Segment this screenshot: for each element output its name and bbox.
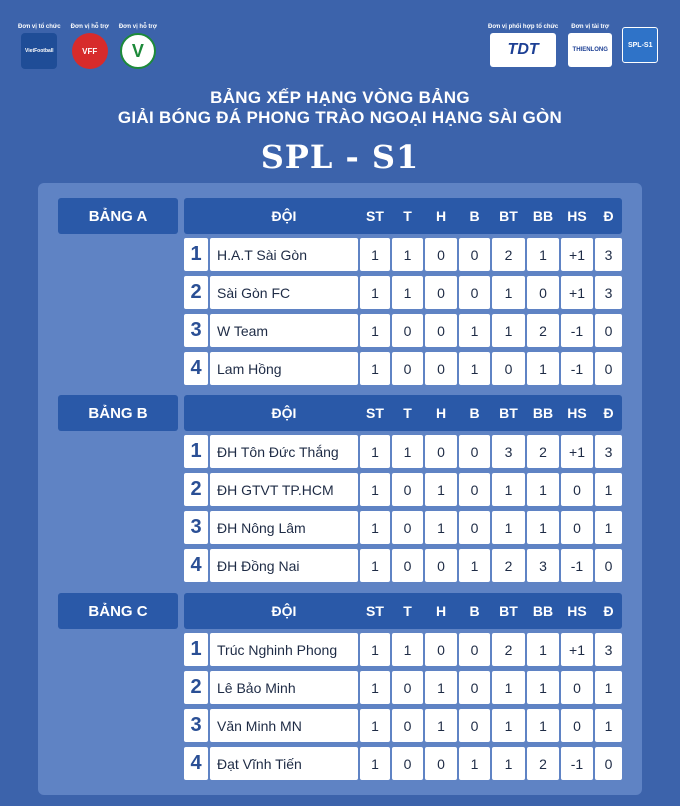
b-cell: 0 (459, 511, 490, 544)
page-title-main: SPL - S1 (260, 138, 420, 176)
table-row (184, 473, 622, 506)
bt-cell: 1 (492, 511, 525, 544)
hs-cell: 0 (561, 473, 593, 506)
t-cell: 0 (392, 352, 423, 385)
bt-cell: 1 (492, 314, 525, 347)
d-cell: 1 (595, 511, 622, 544)
b-cell: 1 (459, 549, 490, 582)
sponsor-caption: Đơn vị tổ chức (18, 24, 61, 30)
d-cell: 3 (595, 633, 622, 666)
header-st: ST (366, 208, 384, 224)
rank-cell: 2 (184, 276, 208, 309)
d-cell: 0 (595, 549, 622, 582)
table-header (184, 593, 622, 629)
t-cell: 1 (392, 276, 423, 309)
thienlong-logo-icon: THIENLONG (568, 33, 612, 67)
h-cell: 1 (425, 709, 457, 742)
bb-cell: 1 (527, 352, 559, 385)
team-name-cell: ĐH Đồng Nai (210, 549, 358, 582)
team-name-cell: ĐH Tôn Đức Thắng (210, 435, 358, 468)
group-label: BẢNG C (58, 593, 178, 629)
team-name-cell: H.A.T Sài Gòn (210, 238, 358, 271)
st-cell: 1 (360, 709, 390, 742)
bb-cell: 1 (527, 633, 559, 666)
h-cell: 1 (425, 473, 457, 506)
b-cell: 1 (459, 314, 490, 347)
table-row (184, 549, 622, 582)
h-cell: 0 (425, 238, 457, 271)
header-h: H (435, 405, 447, 421)
rank-cell: 1 (184, 435, 208, 468)
st-cell: 1 (360, 747, 390, 780)
sponsor-support-v (119, 24, 157, 69)
t-cell: 1 (392, 633, 423, 666)
sponsors-left (18, 24, 157, 69)
hs-cell: +1 (561, 633, 593, 666)
st-cell: 1 (360, 473, 390, 506)
bb-cell: 1 (527, 709, 559, 742)
d-cell: 0 (595, 747, 622, 780)
hs-cell: +1 (561, 238, 593, 271)
b-cell: 0 (459, 238, 490, 271)
h-cell: 1 (425, 511, 457, 544)
header-t: T (403, 208, 412, 224)
bb-cell: 1 (527, 238, 559, 271)
t-cell: 0 (392, 549, 423, 582)
bt-cell: 3 (492, 435, 525, 468)
hs-cell: +1 (561, 276, 593, 309)
hs-cell: +1 (561, 435, 593, 468)
hs-cell: -1 (561, 352, 593, 385)
team-name-cell: W Team (210, 314, 358, 347)
h-cell: 0 (425, 633, 457, 666)
sponsor-organizer (18, 24, 61, 69)
sponsor-sponsor (568, 24, 612, 67)
table-row (184, 435, 622, 468)
header-bt: BT (499, 405, 518, 421)
bt-cell: 0 (492, 352, 525, 385)
table-row (184, 671, 622, 704)
table-row (184, 238, 622, 271)
header-d: Đ (603, 208, 614, 224)
st-cell: 1 (360, 549, 390, 582)
team-name-cell: Văn Minh MN (210, 709, 358, 742)
sponsor-caption: Đơn vị hỗ trợ (70, 24, 109, 30)
b-cell: 1 (459, 747, 490, 780)
st-cell: 1 (360, 276, 390, 309)
st-cell: 1 (360, 435, 390, 468)
b-cell: 0 (459, 435, 490, 468)
spl-s1-logo-icon: SPL-S1 (622, 27, 658, 63)
h-cell: 0 (425, 314, 457, 347)
d-cell: 0 (595, 314, 622, 347)
table-row (184, 352, 622, 385)
header-hs: HS (567, 603, 587, 619)
d-cell: 1 (595, 709, 622, 742)
header-b: B (469, 208, 480, 224)
bb-cell: 1 (527, 473, 559, 506)
sponsor-coorganizer (488, 24, 558, 67)
team-name-cell: Sài Gòn FC (210, 276, 358, 309)
h-cell: 1 (425, 671, 457, 704)
bt-cell: 2 (492, 238, 525, 271)
rank-cell: 3 (184, 709, 208, 742)
b-cell: 0 (459, 671, 490, 704)
team-name-cell: Lê Bảo Minh (210, 671, 358, 704)
d-cell: 1 (595, 473, 622, 506)
page-title-line2: GIẢI BÓNG ĐÁ PHONG TRÀO NGOẠI HẠNG SÀI GÒN (117, 108, 563, 127)
h-cell: 0 (425, 747, 457, 780)
header-bb: BB (532, 208, 554, 224)
rank-cell: 2 (184, 473, 208, 506)
sponsor-caption: Đơn vị phối hợp tổ chức (488, 24, 559, 30)
header-h: H (435, 603, 447, 619)
team-name-cell: Lam Hồng (210, 352, 358, 385)
rank-cell: 3 (184, 511, 208, 544)
rank-cell: 2 (184, 671, 208, 704)
st-cell: 1 (360, 633, 390, 666)
h-cell: 0 (425, 352, 457, 385)
d-cell: 3 (595, 276, 622, 309)
st-cell: 1 (360, 671, 390, 704)
header-st: ST (366, 603, 384, 619)
team-name-cell: ĐH Nông Lâm (210, 511, 358, 544)
header-hs: HS (567, 405, 587, 421)
sponsor-caption: Đơn vị tài trợ (571, 24, 610, 30)
d-cell: 3 (595, 238, 622, 271)
table-row (184, 314, 622, 347)
rank-cell: 1 (184, 238, 208, 271)
t-cell: 0 (392, 709, 423, 742)
bt-cell: 1 (492, 709, 525, 742)
d-cell: 0 (595, 352, 622, 385)
bt-cell: 2 (492, 549, 525, 582)
header-b: B (469, 603, 480, 619)
d-cell: 3 (595, 435, 622, 468)
b-cell: 0 (459, 276, 490, 309)
st-cell: 1 (360, 511, 390, 544)
team-name-cell: Đạt Vĩnh Tiến (210, 747, 358, 780)
bb-cell: 1 (527, 511, 559, 544)
page-title-line1: BẢNG XẾP HẠNG VÒNG BẢNG (210, 88, 470, 107)
rank-cell: 4 (184, 549, 208, 582)
bb-cell: 2 (527, 747, 559, 780)
team-name-cell: Trúc Nghinh Phong (210, 633, 358, 666)
table-row (184, 276, 622, 309)
t-cell: 0 (392, 747, 423, 780)
header-d: Đ (603, 405, 614, 421)
hs-cell: -1 (561, 314, 593, 347)
bt-cell: 1 (492, 747, 525, 780)
h-cell: 0 (425, 549, 457, 582)
tdt-logo-icon: TDT (490, 33, 556, 67)
team-name-cell: ĐH GTVT TP.HCM (210, 473, 358, 506)
hs-cell: 0 (561, 709, 593, 742)
t-cell: 0 (392, 671, 423, 704)
header-hs: HS (567, 208, 587, 224)
header-t: T (403, 603, 412, 619)
table-row (184, 633, 622, 666)
header-h: H (435, 208, 447, 224)
table-row (184, 511, 622, 544)
header-t: T (403, 405, 412, 421)
group-label: BẢNG A (58, 198, 178, 234)
st-cell: 1 (360, 314, 390, 347)
st-cell: 1 (360, 238, 390, 271)
header-bt: BT (499, 603, 518, 619)
hs-cell: 0 (561, 671, 593, 704)
bt-cell: 1 (492, 276, 525, 309)
t-cell: 0 (392, 473, 423, 506)
hs-cell: 0 (561, 511, 593, 544)
header-b: B (469, 405, 480, 421)
st-cell: 1 (360, 352, 390, 385)
b-cell: 1 (459, 352, 490, 385)
sponsor-spl (622, 24, 658, 67)
h-cell: 0 (425, 276, 457, 309)
table-header (184, 198, 622, 234)
header-bb: BB (532, 405, 554, 421)
header-bt: BT (499, 208, 518, 224)
b-cell: 0 (459, 473, 490, 506)
header-bb: BB (532, 603, 554, 619)
t-cell: 1 (392, 238, 423, 271)
vietfootball-logo-icon: VietFootball (21, 33, 57, 69)
header-team: ĐỘI (271, 405, 297, 421)
table-row (184, 747, 622, 780)
bb-cell: 3 (527, 549, 559, 582)
bt-cell: 1 (492, 473, 525, 506)
t-cell: 0 (392, 314, 423, 347)
sponsors-right (488, 24, 658, 67)
header-team: ĐỘI (271, 603, 297, 619)
b-cell: 0 (459, 633, 490, 666)
bb-cell: 0 (527, 276, 559, 309)
t-cell: 0 (392, 511, 423, 544)
table-row (184, 709, 622, 742)
hs-cell: -1 (561, 747, 593, 780)
table-header (184, 395, 622, 431)
group-label: BẢNG B (58, 395, 178, 431)
bb-cell: 1 (527, 671, 559, 704)
vff-logo-icon: VFF (72, 33, 108, 69)
bb-cell: 2 (527, 314, 559, 347)
rank-cell: 4 (184, 352, 208, 385)
sponsor-support-vff (71, 24, 109, 69)
bb-cell: 2 (527, 435, 559, 468)
rank-cell: 1 (184, 633, 208, 666)
header-d: Đ (603, 603, 614, 619)
hs-cell: -1 (561, 549, 593, 582)
d-cell: 1 (595, 671, 622, 704)
rank-cell: 4 (184, 747, 208, 780)
header-st: ST (366, 405, 384, 421)
t-cell: 1 (392, 435, 423, 468)
vinamilk-logo-icon: V (120, 33, 156, 69)
b-cell: 0 (459, 709, 490, 742)
header-team: ĐỘI (271, 208, 297, 224)
bt-cell: 1 (492, 671, 525, 704)
h-cell: 0 (425, 435, 457, 468)
rank-cell: 3 (184, 314, 208, 347)
sponsor-caption: Đơn vị hỗ trợ (118, 24, 158, 30)
bt-cell: 2 (492, 633, 525, 666)
